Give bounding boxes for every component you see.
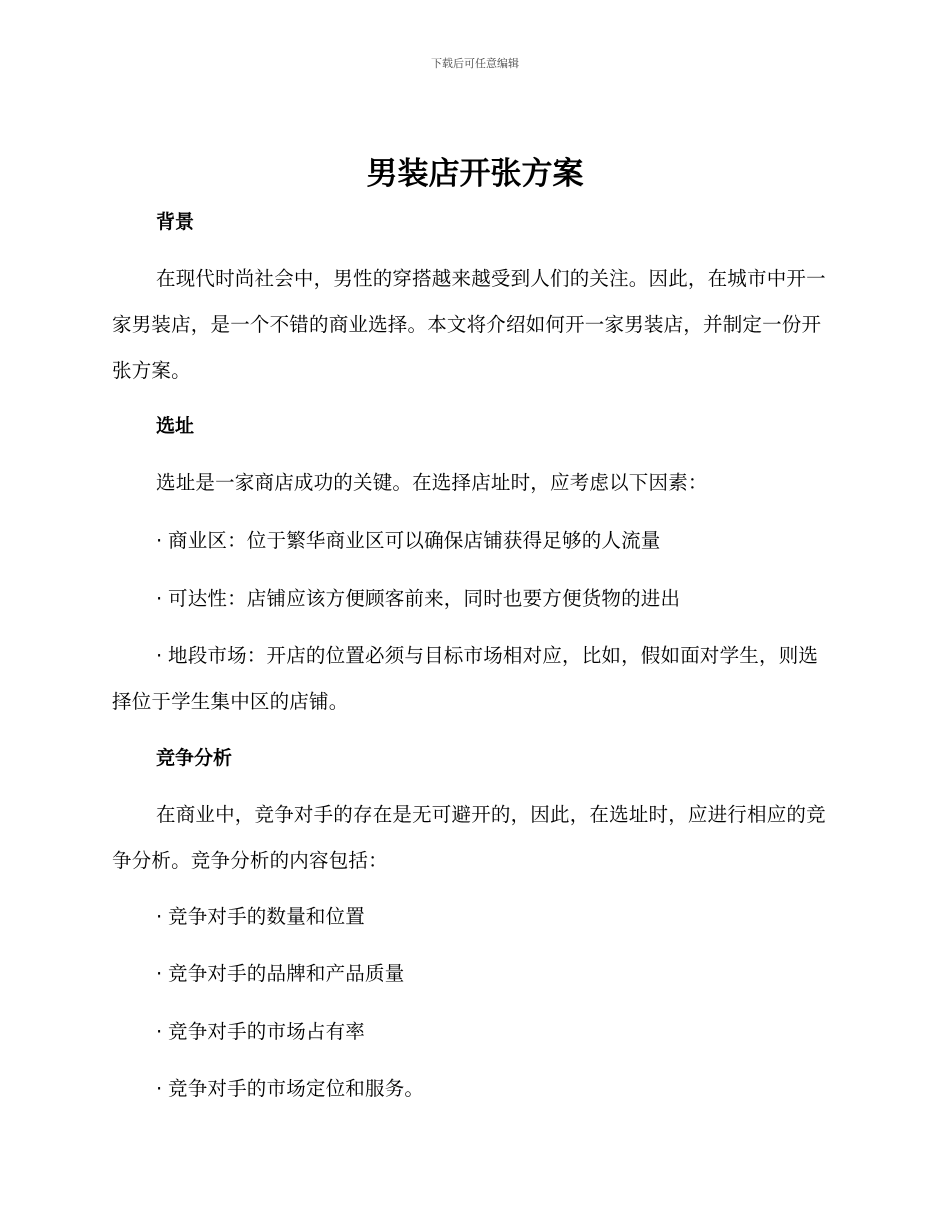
list-item xyxy=(112,633,834,725)
header-note: 下载后可任意编辑 xyxy=(431,57,519,70)
bullet-dot: · xyxy=(156,529,163,552)
paragraph-background: 在现代时尚社会中，男性的穿搭越来越受到人们的关注。因此，在城市中开一家男装店，是一个不错的商业选择。本文将介绍如何开一家男装店，并制定一份开张方案。 xyxy=(112,267,826,382)
paragraph-competition: 在商业中，竞争对手的存在是无可避开的，因此，在选址时，应进行相应的竞争分析。竞争分析的内容包括： xyxy=(112,803,826,872)
bullet-dot: · xyxy=(156,962,163,985)
list-item-text: 地段市场：开店的位置必须与目标市场相对应，比如，假如面对学生，则选择位于学生集中区的店铺。 xyxy=(112,644,819,713)
bullet-dot: · xyxy=(156,587,163,610)
bullet-dot: · xyxy=(156,1077,163,1100)
list-item-text: 竞争对手的品牌和产品质量 xyxy=(168,962,405,985)
bullet-dot: · xyxy=(156,1020,163,1043)
paragraph-location: 选址是一家商店成功的关键。在选择店址时，应考虑以下因素： xyxy=(156,471,708,494)
list-item-text: 可达性：店铺应该方便顾客前来，同时也要方便货物的进出 xyxy=(168,587,681,610)
bullet-dot: · xyxy=(156,905,163,928)
list-item xyxy=(112,894,834,940)
bullet-dot: · xyxy=(156,644,163,667)
list-item-text: 商业区：位于繁华商业区可以确保店铺获得足够的人流量 xyxy=(168,529,661,552)
list-item xyxy=(112,1066,834,1112)
list-item xyxy=(112,518,834,564)
section-heading-location: 选址 xyxy=(156,415,195,437)
list-item-text: 竞争对手的市场定位和服务。 xyxy=(168,1077,425,1100)
list-item-text: 竞争对手的市场占有率 xyxy=(168,1020,366,1043)
list-item xyxy=(112,951,834,997)
section-heading-competition: 竞争分析 xyxy=(156,747,233,769)
document-title: 男装店开张方案 xyxy=(366,156,584,192)
list-item xyxy=(112,1009,834,1055)
section-heading-background: 背景 xyxy=(156,211,195,233)
list-item xyxy=(112,576,834,622)
list-item-text: 竞争对手的数量和位置 xyxy=(168,905,366,928)
